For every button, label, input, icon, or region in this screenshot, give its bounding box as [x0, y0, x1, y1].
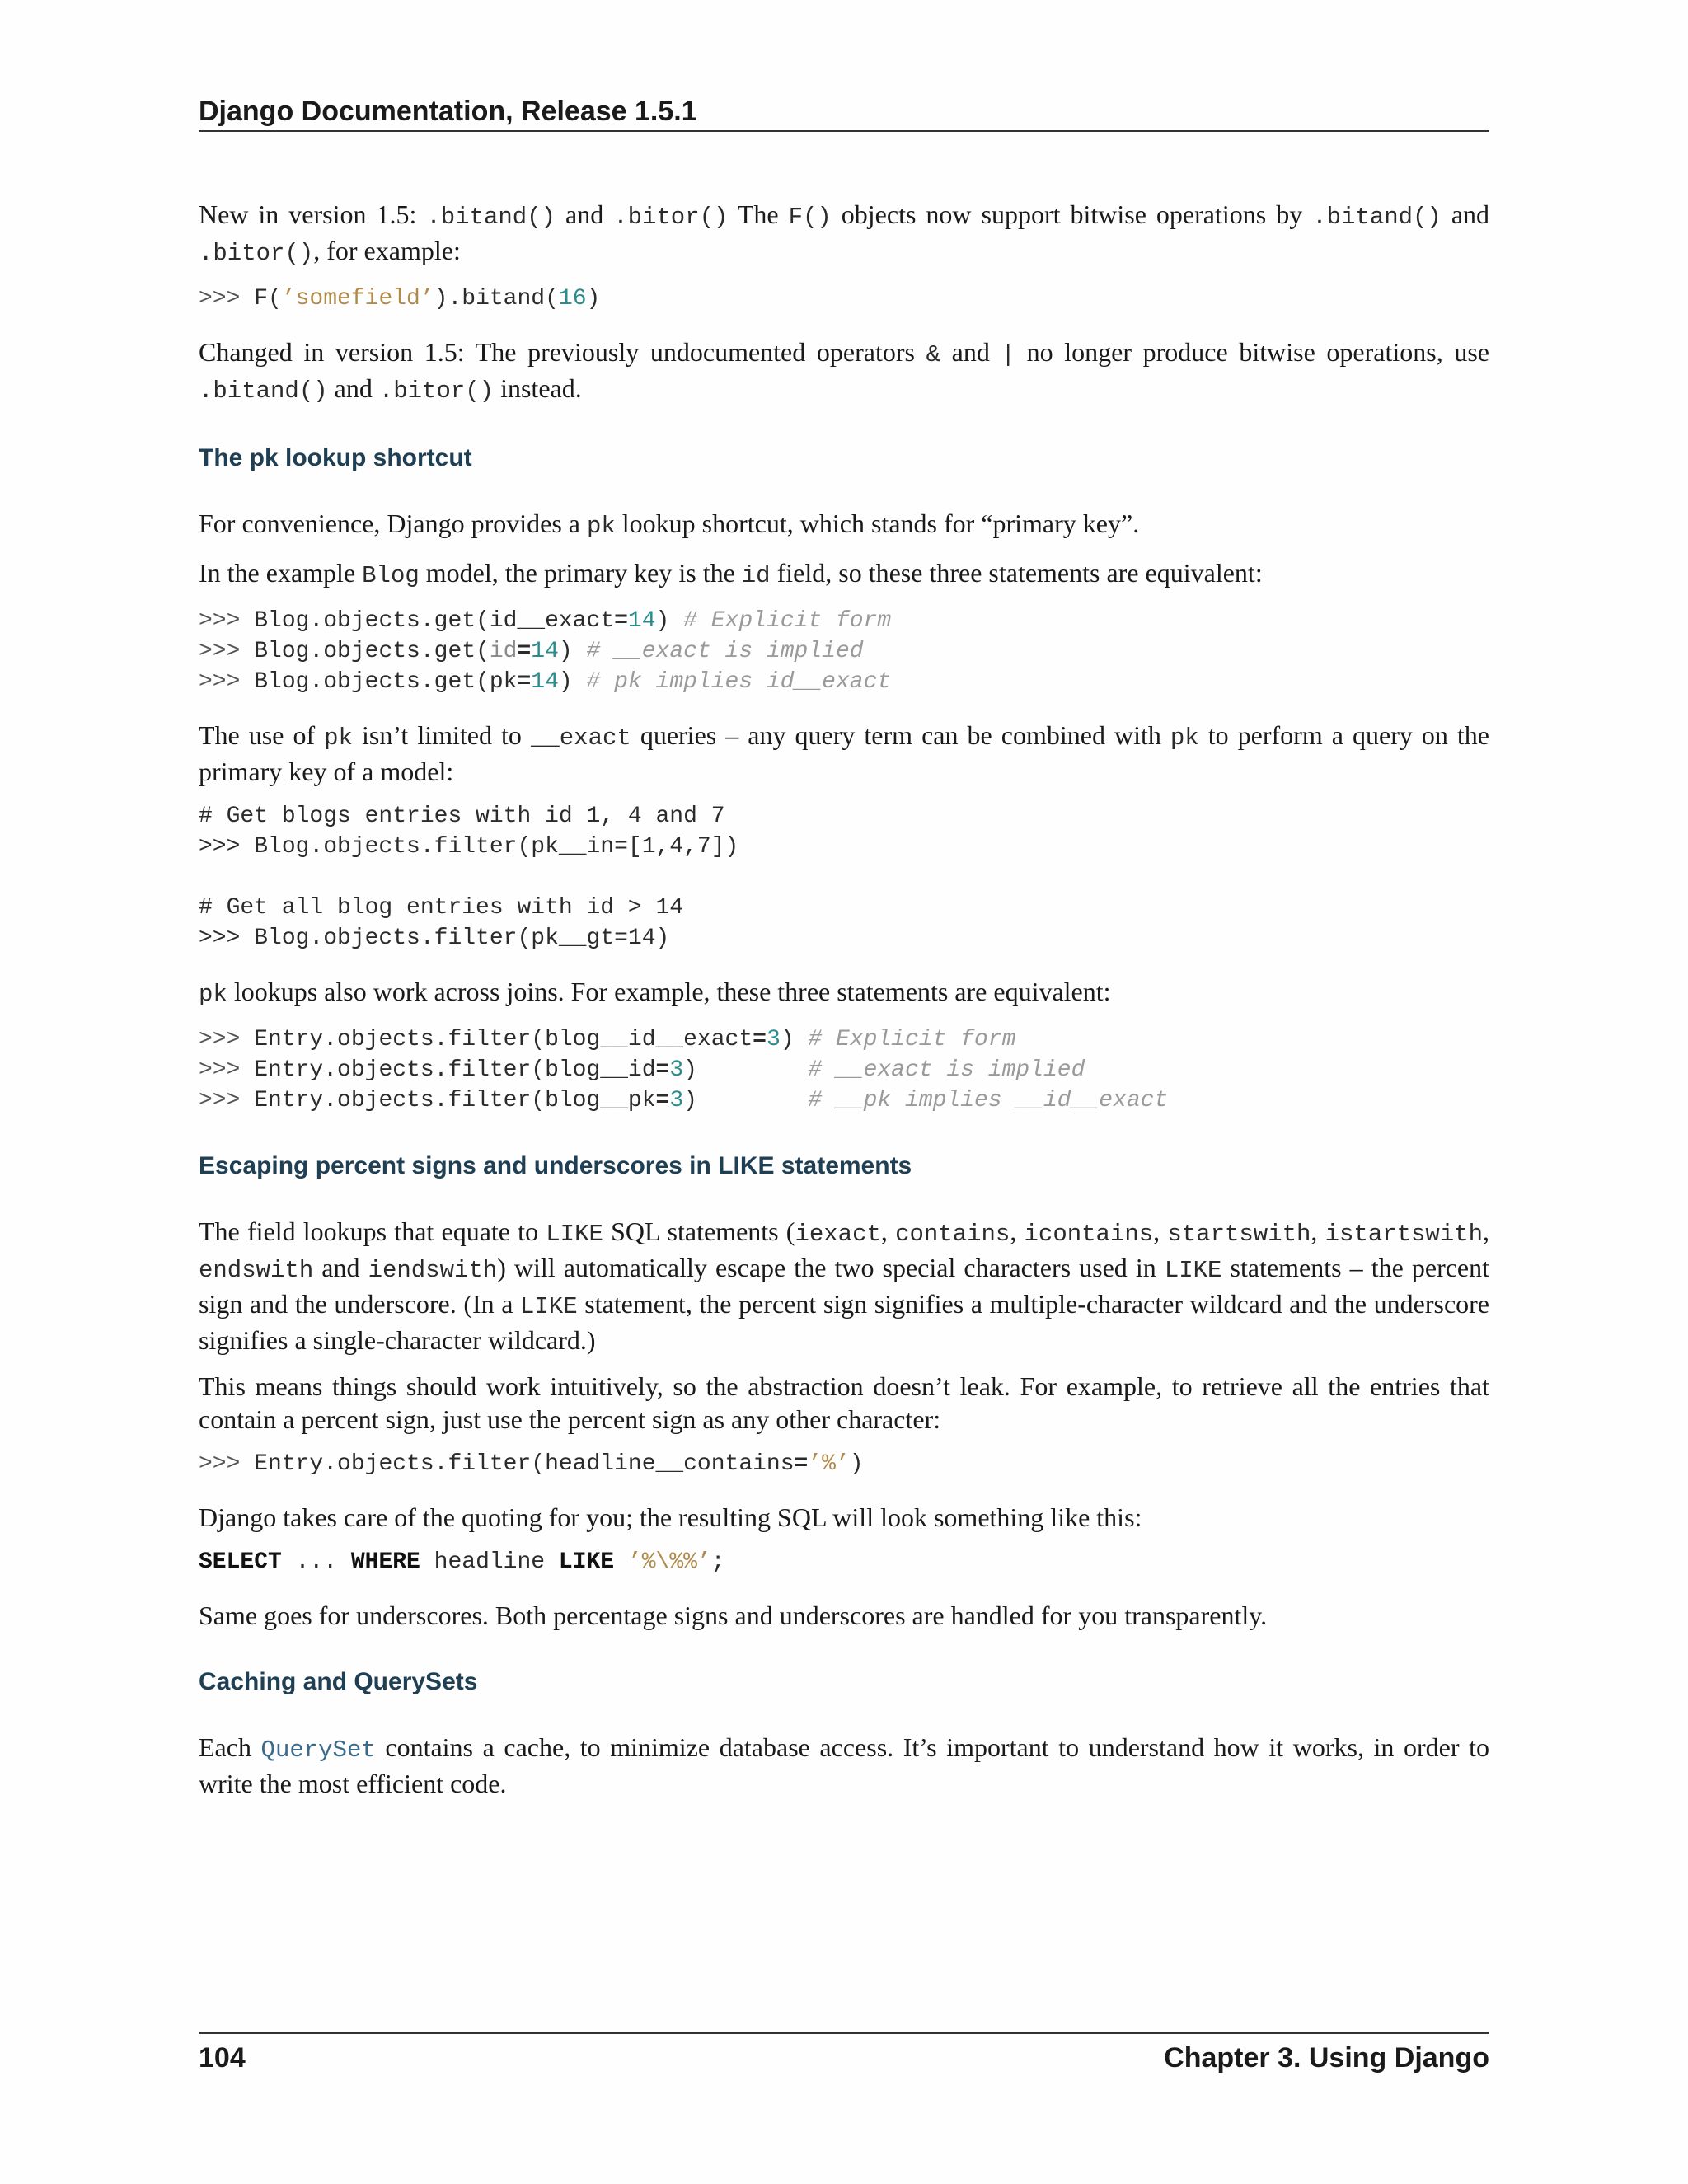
code-line: >>> Blog.objects.get(id__exact=14) # Explicit form: [199, 608, 892, 634]
paragraph-new-in-version: New in version 1.5: .bitand() and .bitor() The F() objects now support bitwise operations by .bitand() and .bitor(), for example:: [199, 199, 1490, 267]
code-block-bitand: >>> F(’somefield’).bitand(16): [199, 286, 601, 312]
code-line: >>> Blog.objects.get(id=14) # __exact is implied: [199, 639, 864, 664]
heading-escaping: Escaping percent signs and underscores in LIKE statements: [199, 1152, 912, 1179]
paragraph-queryset-cache: Each QuerySet contains a cache, to minimize database access. It’s important to understand how it works, in order to write the most efficient code.: [199, 1732, 1490, 1798]
code-line: >>> Entry.objects.filter(blog__pk=3) # __pk implies __id__exact: [199, 1088, 1169, 1113]
paragraph-pk-joins: pk lookups also work across joins. For example, these three statements are equivalent:: [199, 977, 1111, 1008]
paragraph-changed-in-version: Changed in version 1.5: The previously undocumented operators & and | no longer produce bitwise operations, use .bitand() and .bitor() instead.: [199, 337, 1490, 405]
queryset-link[interactable]: QuerySet: [260, 1736, 376, 1764]
code-block-headline-contains: >>> Entry.objects.filter(headline__contains=’%’): [199, 1451, 864, 1477]
document-page: [199, 0, 1489, 2184]
paragraph-pk-convenience: For convenience, Django provides a pk lookup shortcut, which stands for “primary key”.: [199, 509, 1140, 540]
code-line: >>> Blog.objects.get(pk=14) # pk implies id__exact: [199, 669, 892, 695]
paragraph-intuitive: This means things should work intuitively, so the abstraction doesn’t leak. For example, to retrieve all the entries that contain a percent sign, just use the percent sign as any other character:: [199, 1371, 1489, 1434]
header-title: Django Documentation, Release 1.5.1: [199, 96, 697, 127]
code-block-entry-filter: [199, 1024, 1489, 1116]
code-block-sql: SELECT ... WHERE headline LIKE ’%\%%’;: [199, 1549, 725, 1575]
heading-caching: Caching and QuerySets: [199, 1668, 478, 1695]
code-block-blog-get: [199, 606, 1489, 697]
running-header: [199, 92, 1489, 132]
paragraph-pk-any-query: The use of pk isn’t limited to __exact queries – any query term can be combined with pk to perform a query on the primary key of a model:: [199, 720, 1489, 786]
heading-pk-lookup: The pk lookup shortcut: [199, 444, 472, 471]
page-body: [199, 198, 1489, 1813]
page-number: 104: [199, 2042, 246, 2074]
code-block-pk-filter: # Get blogs entries with id 1, 4 and 7 >>> Blog.objects.filter(pk__in=[1,4,7]) # Get all blog entries with id > 14 >>> Blog.objects.filter(pk__gt=14): [199, 804, 739, 951]
paragraph-like-lookups: The field lookups that equate to LIKE SQL statements (iexact, contains, icontains, startswith, istartswith, endswith and iendswith) will automatically escape the two special characters used in LIKE statements – the percent sign and the underscore. (In a LIKE statement, the percent sign signifies a multiple-character wildcard and the underscore signifies a single-character wildcard.): [199, 1216, 1490, 1355]
chapter-title: Chapter 3. Using Django: [1164, 2042, 1489, 2074]
paragraph-quoting: Django takes care of the quoting for you; the resulting SQL will look something like this:: [199, 1502, 1142, 1532]
running-footer: [199, 2032, 1489, 2074]
paragraph-blog-example: In the example Blog model, the primary key is the id field, so these three statements are equivalent:: [199, 558, 1263, 589]
code-line: >>> Entry.objects.filter(blog__id__exact=3) # Explicit form: [199, 1027, 1016, 1052]
paragraph-underscores: Same goes for underscores. Both percentage signs and underscores are handled for you transparently.: [199, 1601, 1268, 1630]
code-line: >>> Entry.objects.filter(blog__id=3) # __exact is implied: [199, 1057, 1085, 1083]
